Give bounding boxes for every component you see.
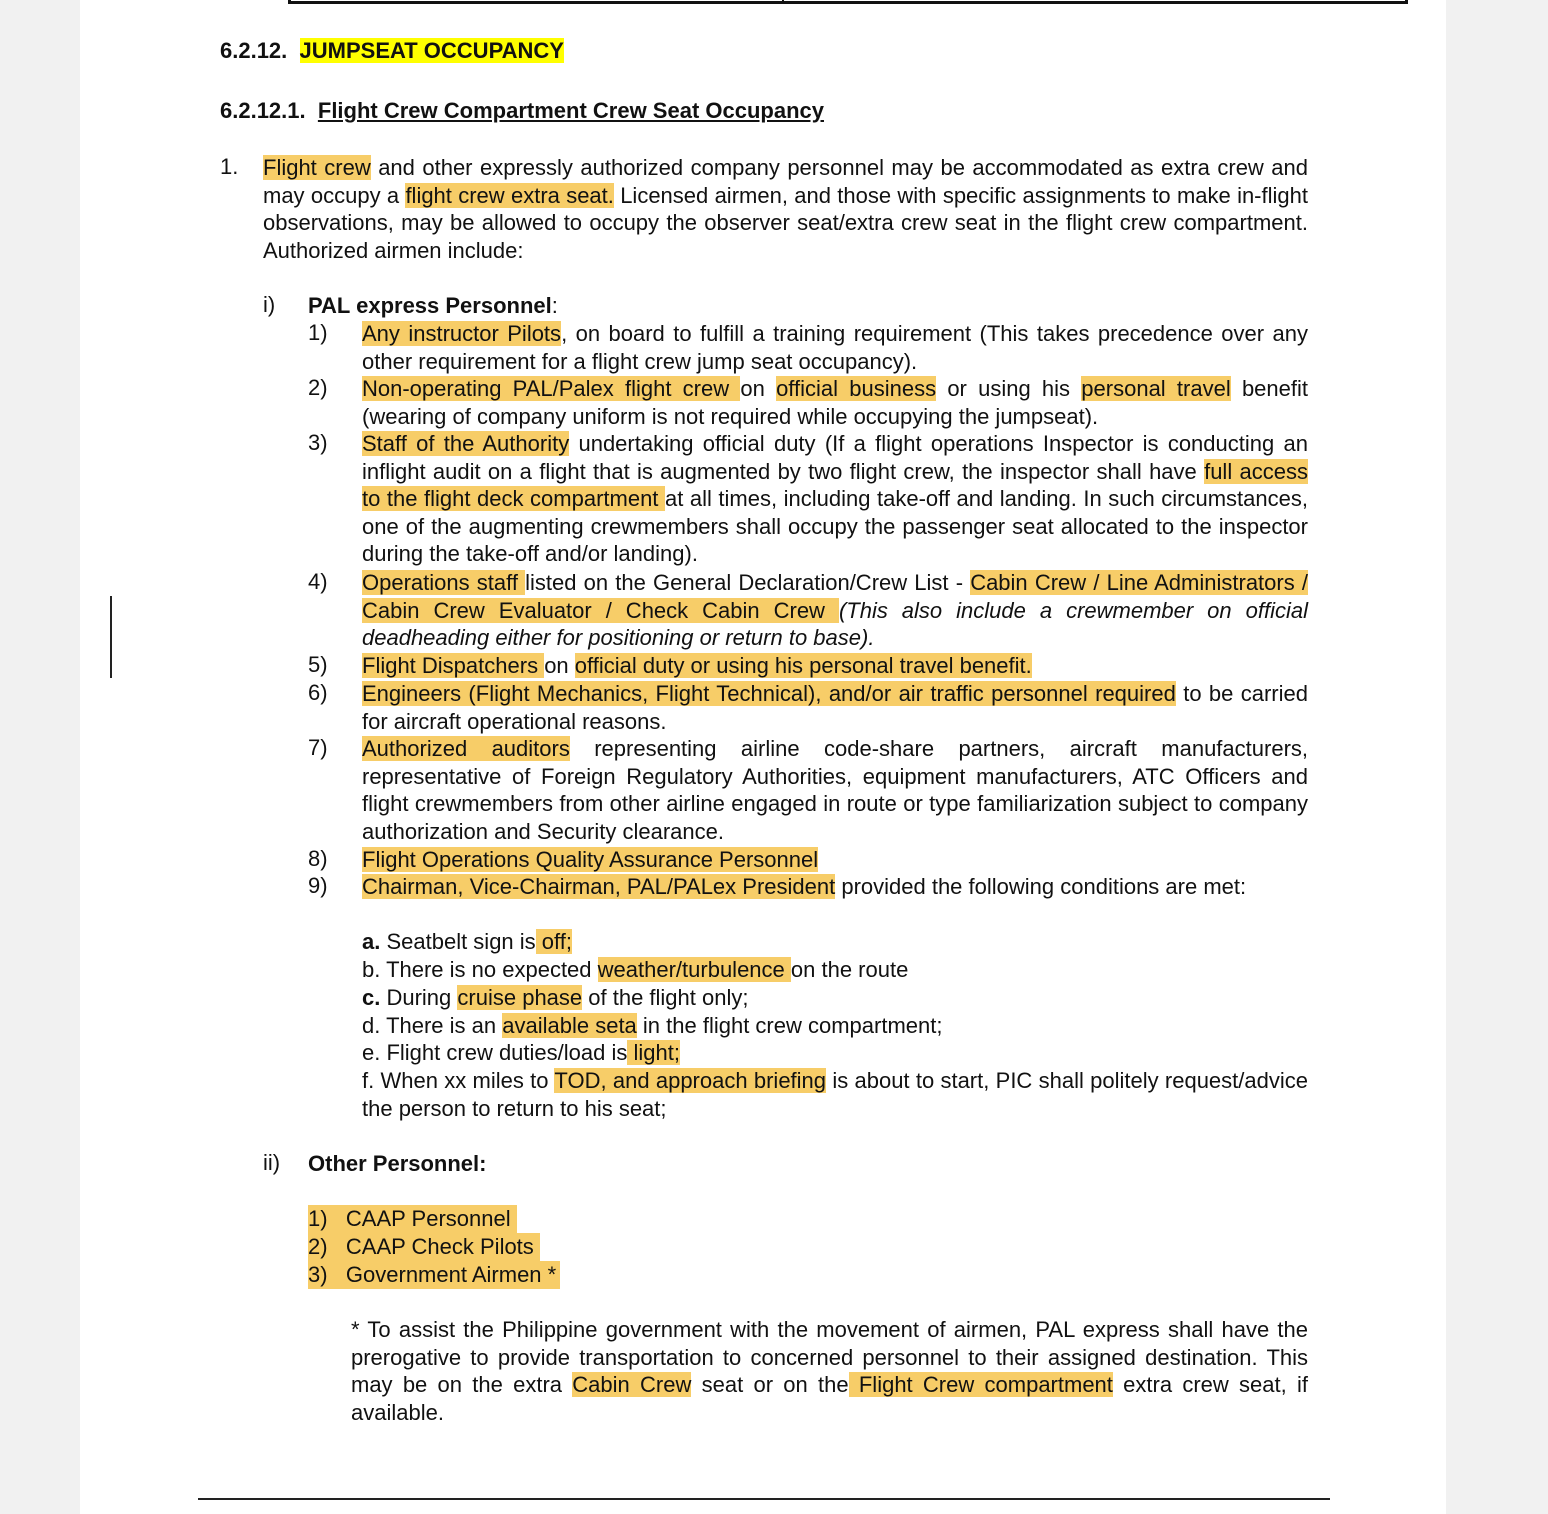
- list-number: 8): [308, 846, 328, 871]
- highlight: Cabin Crew: [572, 1372, 692, 1398]
- group-marker: i): [263, 292, 276, 317]
- text: f.: [362, 1068, 375, 1093]
- highlight: Engineers (Flight Mechanics, Flight Technical), and/or air traffic personnel required: [362, 681, 1176, 706]
- list-item: [362, 652, 1308, 680]
- text: of the flight only;: [582, 985, 749, 1010]
- text: to be carried for aircraft operational reasons.: [362, 681, 1308, 734]
- list-item: [362, 430, 1308, 568]
- section-heading: [220, 38, 564, 64]
- subsection-title: Flight Crew Compartment Crew Seat Occupancy: [317, 98, 824, 123]
- text: on the route: [790, 957, 909, 982]
- text: Flight crew duties/load is: [380, 1040, 628, 1065]
- highlight: official duty or using his personal travel benefit.: [574, 653, 1032, 678]
- text: a.: [362, 929, 381, 954]
- text: seat or on the: [691, 1372, 849, 1398]
- list-number: 1): [308, 320, 328, 345]
- list-number: 9): [308, 873, 328, 898]
- text: PAL: [308, 293, 350, 318]
- highlight: Any instructor Pilots: [362, 321, 562, 346]
- highlight: weather/turbulence: [597, 957, 791, 982]
- group-ii-title: Other Personnel:: [308, 1151, 487, 1176]
- highlight: Flight Crew compartment: [848, 1372, 1113, 1398]
- list-number: 5): [308, 652, 328, 677]
- table-bottom-edge: [288, 0, 1408, 4]
- highlight: flight crew extra seat.: [405, 182, 614, 208]
- section-number: 6.2.12.: [220, 38, 288, 63]
- section-title: JUMPSEAT OCCUPANCY: [299, 38, 564, 63]
- text: b.: [362, 957, 381, 982]
- list-item: [362, 846, 1308, 874]
- text: representing airline code-share partners, aircraft manufacturers, representative of Foreign Regulatory Authorities, equipment manufacturers, ATC Officers and flight crewmembers from other airline engaged in route or type familiarization subject to company authorization and Security clearance.: [362, 736, 1309, 844]
- text: on: [740, 376, 777, 401]
- text: Licensed airmen, and those with specific assignments to make in-flight observations, may be allowed to occupy the observer seat/extra crew seat in the flight crew compartment. Authorized airmen include:: [263, 182, 1308, 263]
- highlight: personal travel: [1081, 376, 1231, 401]
- text: is about to start, PIC shall politely request/advice the person to return to his seat;: [362, 1068, 1308, 1121]
- condition-b: [362, 956, 908, 984]
- text: express Personnel: [349, 293, 552, 318]
- other-personnel-item: [308, 1233, 540, 1261]
- text: on: [544, 653, 575, 678]
- list-item: [362, 375, 1308, 430]
- text: d.: [362, 1013, 381, 1038]
- highlight: Flight Operations Quality Assurance Personnel: [362, 847, 819, 872]
- list-item: [362, 735, 1308, 845]
- highlight: Authorized auditors: [362, 736, 570, 761]
- text: or using his: [936, 376, 1082, 401]
- other-personnel-item: [308, 1261, 560, 1289]
- highlight: light;: [627, 1040, 680, 1065]
- text: 2): [308, 1234, 328, 1259]
- condition-c: [362, 984, 748, 1012]
- footer-rule: [198, 1498, 1330, 1500]
- item-1-paragraph: [263, 154, 1308, 264]
- highlight: full access to the flight deck compartment: [362, 458, 1308, 512]
- highlight: Flight crew: [263, 155, 371, 180]
- text: (This also include a crewmember on official deadheading either for positioning or return to base).: [362, 597, 1308, 651]
- document-page: [80, 0, 1446, 1514]
- text: CAAP Personnel: [345, 1206, 511, 1231]
- other-personnel-item: [308, 1205, 517, 1233]
- condition-e: [362, 1039, 680, 1067]
- text: undertaking official duty (If a flight operations Inspector is conducting an inflight audit on a flight that is augmented by two flight crew, the inspector shall have: [362, 431, 1308, 484]
- text: There is an: [380, 1013, 503, 1038]
- text: When xx miles to: [374, 1068, 555, 1093]
- text: Government Airmen *: [345, 1262, 557, 1287]
- list-number: 3): [308, 430, 328, 455]
- highlight: Operations staff: [362, 570, 526, 595]
- text: e.: [362, 1040, 381, 1065]
- highlight: Non-operating PAL/Palex flight crew: [362, 376, 741, 401]
- group-marker: ii): [263, 1150, 281, 1175]
- list-item: [362, 680, 1308, 735]
- text: 3): [308, 1262, 328, 1287]
- table-divider: [782, 0, 784, 4]
- condition-f: [362, 1067, 1308, 1122]
- text: , on board to fulfill a training requirement (This takes precedence over any other requirement for a flight crew jump seat occupancy).: [362, 321, 1308, 374]
- list-number: 2): [308, 375, 328, 400]
- text: extra crew seat, if available.: [351, 1372, 1308, 1425]
- text: 1): [308, 1206, 328, 1231]
- text: * To assist the Philippine government with the movement of airmen, PAL express shall have the prerogative to provide transportation to concerned personnel to their assigned destination. This may be on the extra: [351, 1317, 1308, 1398]
- text: in the flight crew compartment;: [636, 1013, 943, 1038]
- subsection-number: 6.2.12.1.: [220, 98, 306, 123]
- footnote: [351, 1316, 1308, 1426]
- list-number: 4): [308, 569, 328, 594]
- list-item: [362, 320, 1308, 375]
- text: c.: [362, 985, 381, 1010]
- list-number: 7): [308, 735, 328, 760]
- text: There is no expected: [380, 957, 598, 982]
- list-number: 6): [308, 680, 328, 705]
- group-i-title: [308, 292, 558, 320]
- highlight: off;: [535, 929, 572, 954]
- highlight: available seta: [502, 1013, 637, 1038]
- highlight: Chairman, Vice-Chairman, PAL/PALex President: [362, 874, 836, 899]
- highlight: Staff of the Authority: [362, 431, 570, 456]
- text: at all times, including take-off and landing. In such circumstances, one of the augmenting crewmembers shall occupy the passenger seat allocated to the inspector during the take-off and/or landing).: [362, 486, 1308, 567]
- condition-a: [362, 928, 572, 956]
- text: Seatbelt sign is: [380, 929, 536, 954]
- highlight: official business: [776, 376, 937, 401]
- highlight: Cabin Crew / Line Administrators / Cabin Crew Evaluator / Check Cabin Crew: [362, 570, 1308, 623]
- subsection-heading: [220, 98, 824, 124]
- text: CAAP Check Pilots: [345, 1234, 534, 1259]
- text: provided the following conditions are met:: [835, 874, 1247, 899]
- text: listed on the General Declaration/Crew List -: [525, 570, 971, 595]
- highlight: cruise phase: [457, 985, 583, 1010]
- text: During: [380, 985, 458, 1010]
- highlight: Flight Dispatchers: [362, 653, 545, 678]
- highlight: TOD, and approach briefing: [554, 1068, 827, 1093]
- text: benefit (wearing of company uniform is not required while occupying the jumpseat).: [362, 376, 1309, 429]
- text: :: [551, 293, 558, 318]
- item-number: 1.: [220, 154, 239, 179]
- list-item: [362, 569, 1308, 652]
- condition-d: [362, 1012, 942, 1040]
- text: and other expressly authorized company personnel may be accommodated as extra crew and may occupy a: [263, 155, 1308, 208]
- text-cursor: [110, 596, 112, 678]
- list-item: [362, 873, 1308, 901]
